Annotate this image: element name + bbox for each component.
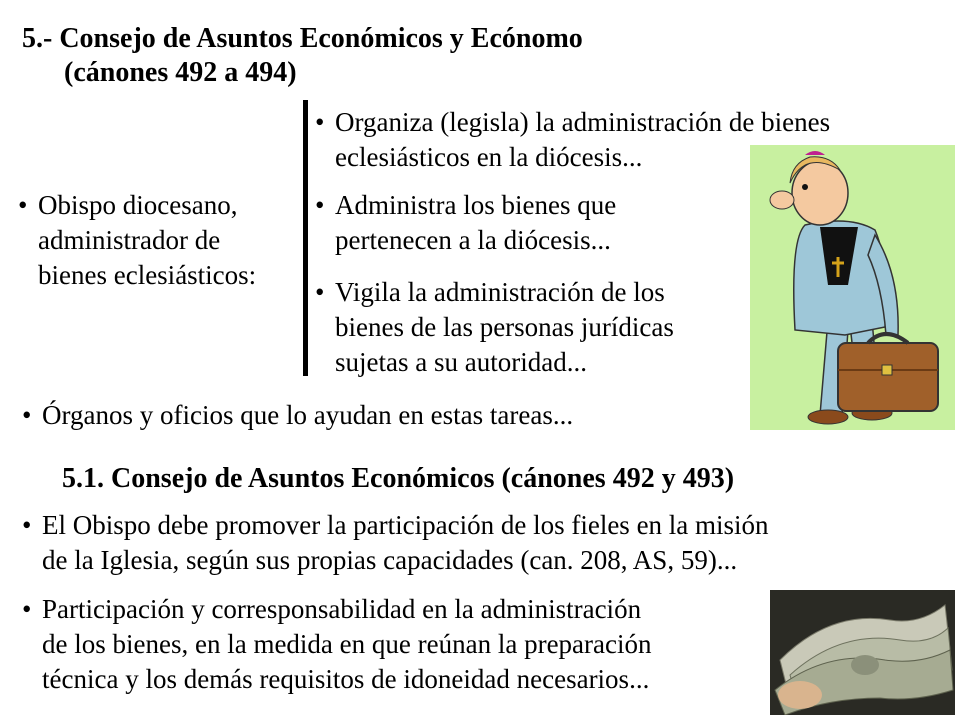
duty-line: Vigila la administración de los bbox=[335, 277, 665, 307]
organs-text: Órganos y oficios que lo ayudan en estas tareas... bbox=[42, 400, 574, 430]
nose bbox=[770, 191, 794, 209]
point-item-obispo bbox=[22, 508, 769, 578]
duty-item-vigila bbox=[315, 275, 674, 380]
organs-item bbox=[22, 398, 573, 433]
slide-title bbox=[22, 22, 583, 90]
duty-item-administra bbox=[315, 188, 616, 258]
money-photo-image bbox=[770, 590, 955, 715]
point-line: Participación y corresponsabilidad en la administración bbox=[42, 594, 642, 624]
bishop-cartoon-image bbox=[750, 145, 955, 430]
left-shoe bbox=[808, 410, 848, 424]
duty-line: Administra los bienes que bbox=[335, 190, 617, 220]
briefcase-icon bbox=[838, 343, 938, 411]
bishop-line: administrador de bbox=[38, 225, 221, 255]
duty-line: Organiza (legisla) la administración de bienes bbox=[335, 107, 831, 137]
duty-line: bienes de las personas jurídicas bbox=[335, 312, 674, 342]
briefcase-lock bbox=[882, 365, 892, 375]
point-line: de los bienes, en la medida en que reúnan la preparación bbox=[42, 629, 652, 659]
portrait-seal bbox=[851, 655, 879, 675]
bullet-icon: • bbox=[315, 107, 325, 137]
duty-line: pertenecen a la diócesis... bbox=[335, 225, 611, 255]
hand bbox=[778, 681, 822, 709]
slide-title-line-2: (cánones 492 a 494) bbox=[64, 57, 297, 88]
duty-line: sujetas a su autoridad... bbox=[335, 347, 587, 377]
bullet-icon: • bbox=[22, 400, 32, 430]
section-title: 5.1. Consejo de Asuntos Económicos (cánones 492 y 493) bbox=[62, 463, 735, 494]
bishop-line: bienes eclesiásticos: bbox=[38, 260, 257, 290]
point-line: técnica y los demás requisitos de idoneidad necesarios... bbox=[42, 664, 650, 694]
bishop-line: Obispo diocesano, bbox=[38, 190, 238, 220]
point-line: de la Iglesia, según sus propias capacidades (can. 208, AS, 59)... bbox=[42, 545, 738, 575]
vertical-divider bbox=[303, 100, 308, 376]
slide-title-line-1: 5.- Consejo de Asuntos Económicos y Ecónomo bbox=[22, 23, 583, 54]
bullet-icon: • bbox=[315, 277, 325, 307]
point-item-participacion bbox=[22, 592, 652, 697]
head bbox=[792, 161, 848, 225]
eye bbox=[802, 184, 808, 190]
point-line: El Obispo debe promover la participación de los fieles en la misión bbox=[42, 510, 769, 540]
bishop-item bbox=[18, 188, 256, 293]
duty-line: eclesiásticos en la diócesis... bbox=[335, 142, 643, 172]
bullet-icon: • bbox=[315, 190, 325, 220]
bullet-icon: • bbox=[22, 510, 32, 540]
bullet-icon: • bbox=[18, 190, 28, 220]
bullet-icon: • bbox=[22, 594, 32, 624]
